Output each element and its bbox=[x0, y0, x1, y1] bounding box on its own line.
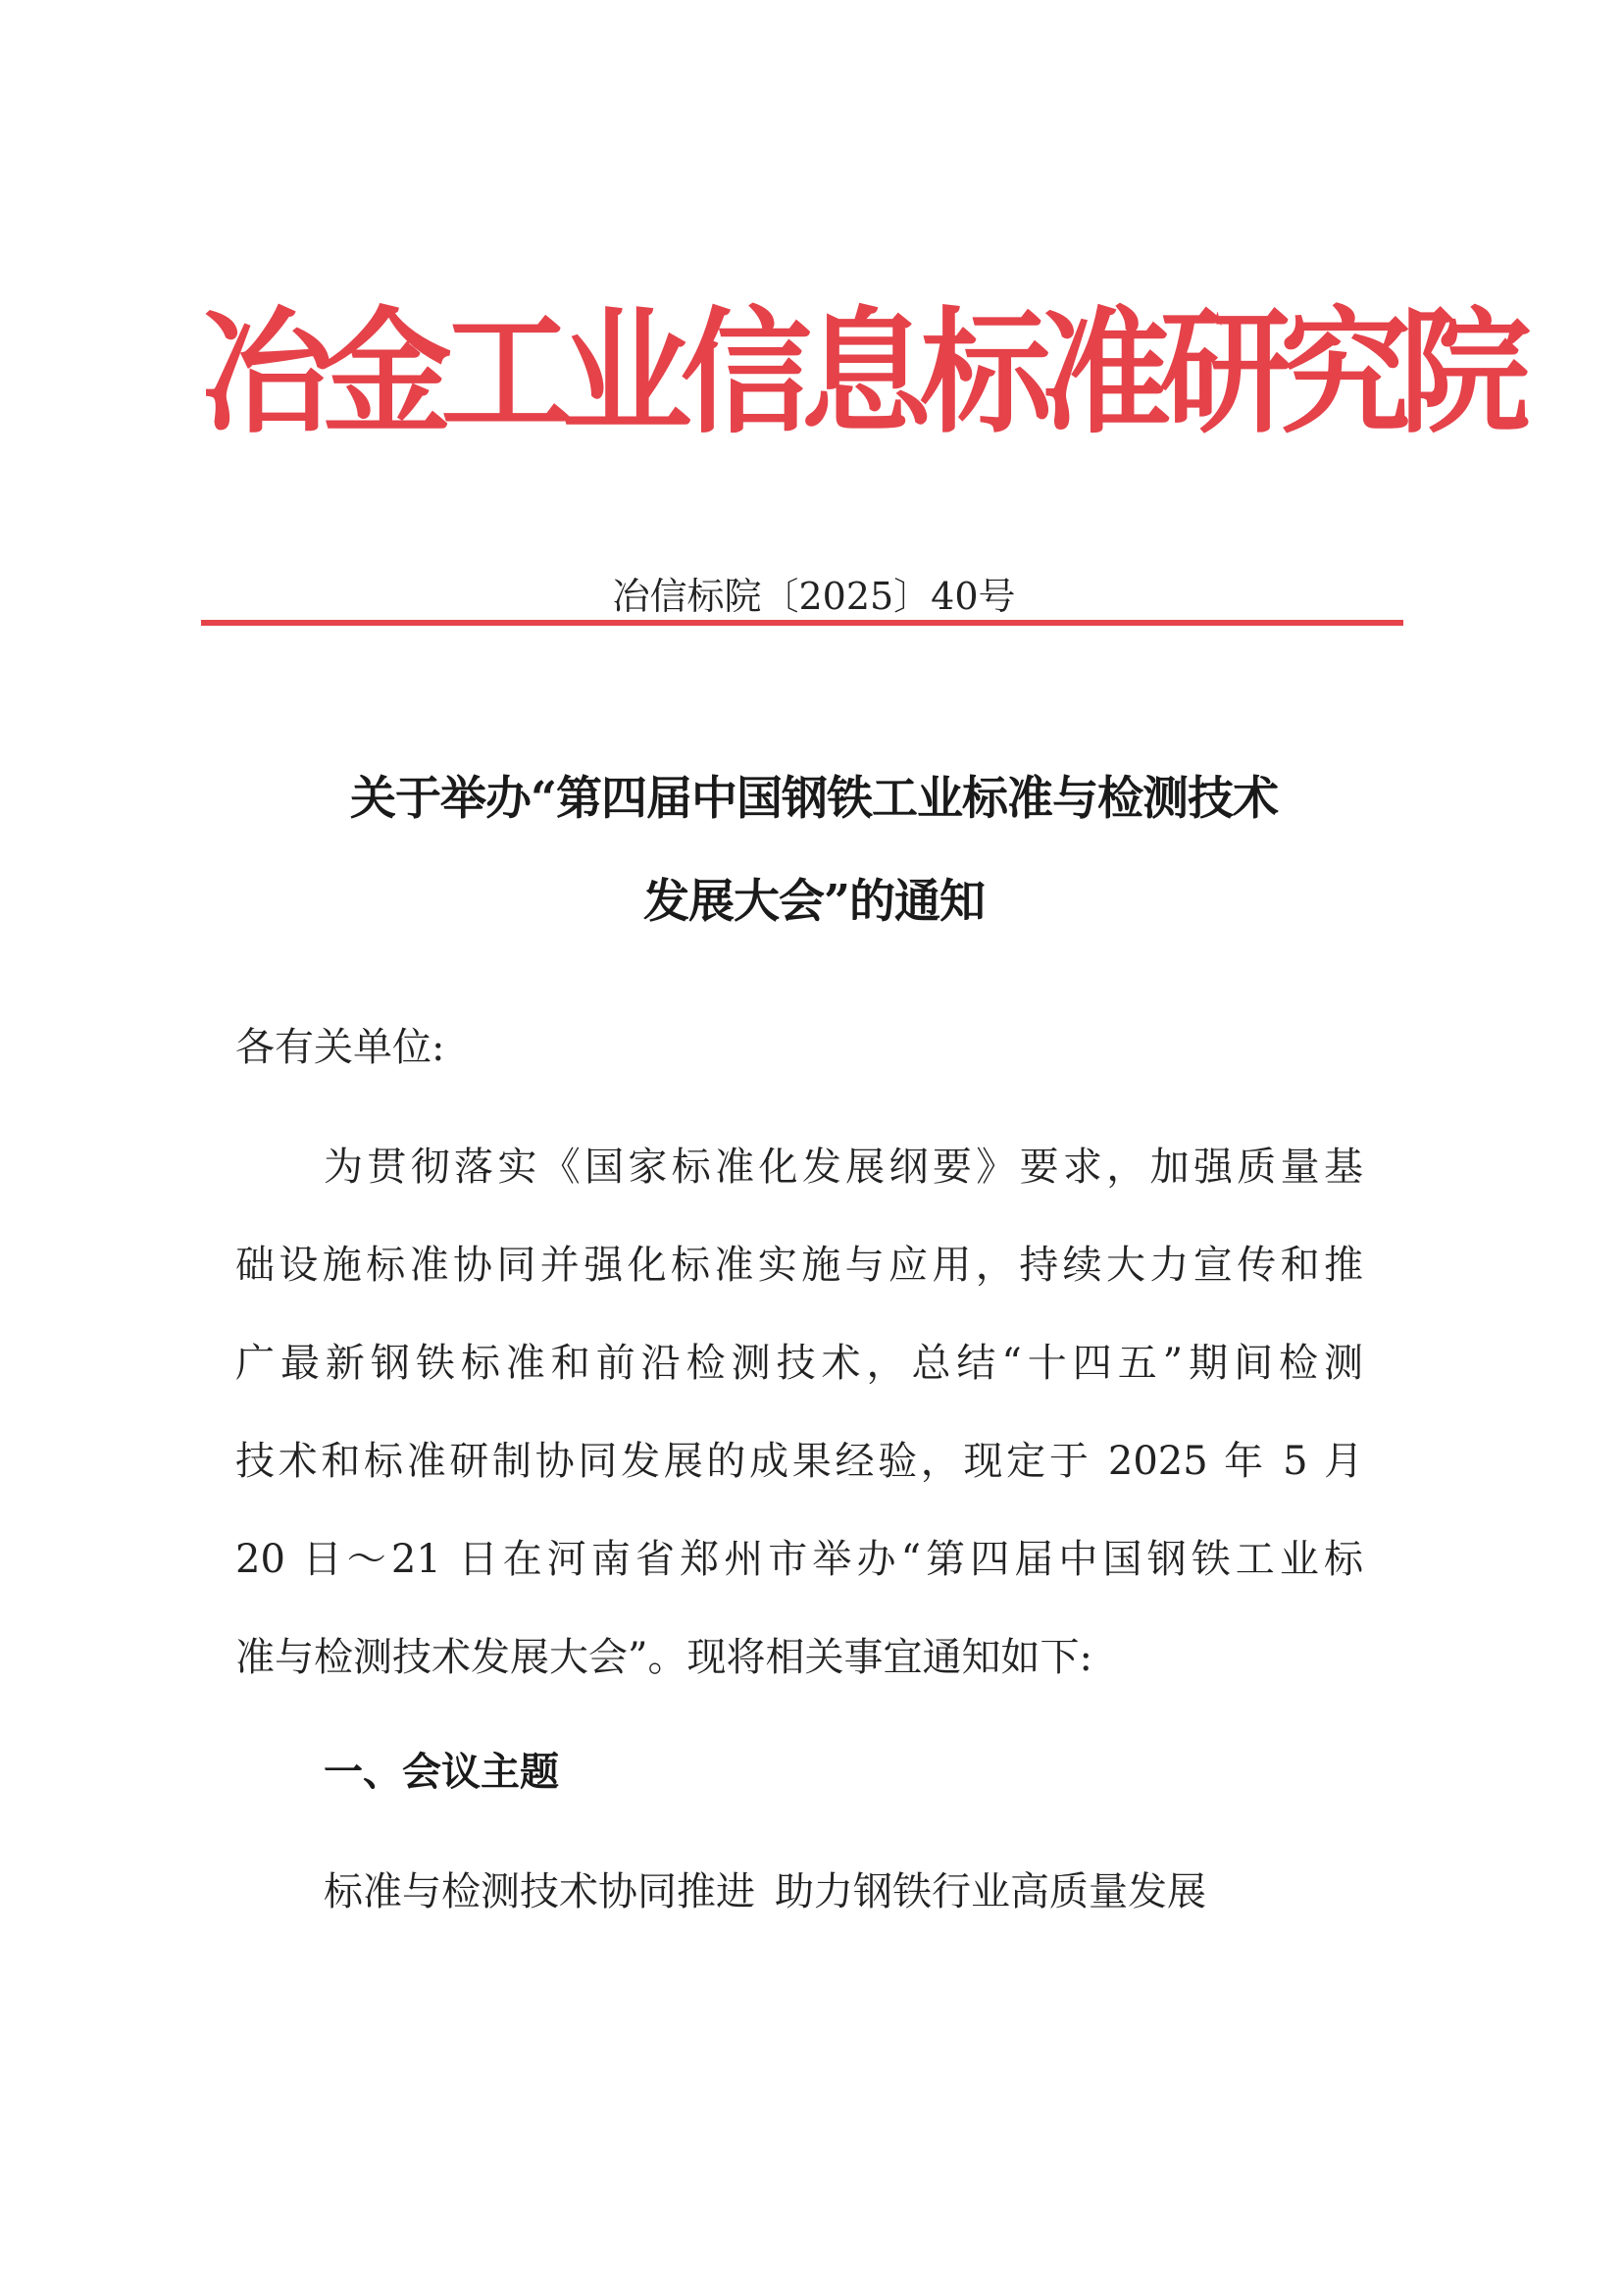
body-line: 准与检测技术发展大会”。现将相关事宜通知如下: bbox=[235, 1635, 1092, 1680]
body-line: 技术和标准研制协同发展的成果经验，现定于 2025 年 5 月 bbox=[235, 1439, 1363, 1484]
meeting-theme-text bbox=[324, 1861, 1206, 1922]
notice-title-line-2: 发展大会”的通知 bbox=[642, 875, 986, 929]
meeting-theme-part-2: 助力钢铁行业高质量发展 bbox=[775, 1869, 1206, 1914]
letterhead-red-rule bbox=[201, 620, 1403, 626]
body-line: 20 日～21 日在河南省郑州市举办“第四届中国钢铁工业标 bbox=[235, 1537, 1363, 1582]
section-heading-meeting-theme: 一、会议主题 bbox=[324, 1749, 559, 1795]
letterhead-organization-title: 冶金工业信息标准研究院 bbox=[201, 292, 1520, 452]
body-line: 为贯彻落实《国家标准化发展纲要》要求，加强质量基 bbox=[324, 1145, 1363, 1190]
meeting-theme-part-1: 标准与检测技术协同推进 bbox=[324, 1869, 755, 1914]
notice-title-line-1: 关于举办“第四届中国钢铁工业标准与检测技术 bbox=[349, 772, 1279, 826]
body-line: 础设施标准协同并强化标准实施与应用，持续大力宣传和推 bbox=[235, 1243, 1363, 1288]
salutation: 各有关单位: bbox=[235, 1025, 445, 1070]
body-line: 广最新钢铁标准和前沿检测技术，总结“十四五”期间检测 bbox=[235, 1341, 1363, 1386]
document-number: 冶信标院〔2025〕40号 bbox=[612, 575, 1016, 618]
